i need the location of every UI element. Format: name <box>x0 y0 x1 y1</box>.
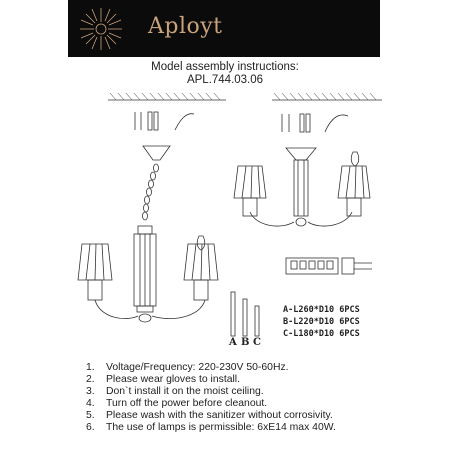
title-line: Model assembly instructions: <box>151 61 299 73</box>
rod-spec-a: A-L260*D10 6PCS <box>283 305 360 315</box>
rod-label-c: C <box>253 337 261 348</box>
brand-name: Aployt <box>148 14 223 39</box>
note-text: The use of lamps is permissible: 6xE14 max 40W. <box>106 422 336 433</box>
note-number: 5. <box>86 410 95 421</box>
note-item <box>86 386 336 398</box>
note-number: 6. <box>86 422 95 433</box>
note-item <box>86 374 336 386</box>
note-text: Turn off the power before cleanout. <box>106 398 268 409</box>
rod-spec-b: B-L220*D10 6PCS <box>283 317 360 327</box>
safety-notes <box>86 362 336 434</box>
note-text: Please wear gloves to install. <box>106 374 240 385</box>
note-number: 3. <box>86 386 95 397</box>
model-number: APL.744.03.06 <box>186 74 264 86</box>
note-number: 2. <box>86 374 95 385</box>
note-text: Don`t install it on the moist ceiling. <box>106 386 264 397</box>
rod-spec-c: C-L180*D10 6PCS <box>283 329 360 339</box>
note-number: 4. <box>86 398 95 409</box>
note-item <box>86 410 336 422</box>
note-item <box>86 362 336 374</box>
note-item <box>86 422 336 434</box>
document-title <box>0 61 450 87</box>
rod-label-b: B <box>241 337 250 348</box>
assembly-diagram <box>0 88 450 348</box>
sun-logo-icon <box>78 6 124 52</box>
note-text: Voltage/Frequency: 220-230V 50-60Hz. <box>106 362 289 373</box>
note-text: Please wash with the sanitizer without corrosivity. <box>106 410 333 421</box>
rod-label-a: A <box>229 337 237 348</box>
note-item <box>86 398 336 410</box>
note-number: 1. <box>86 362 95 373</box>
rod-spec-list <box>283 304 360 340</box>
